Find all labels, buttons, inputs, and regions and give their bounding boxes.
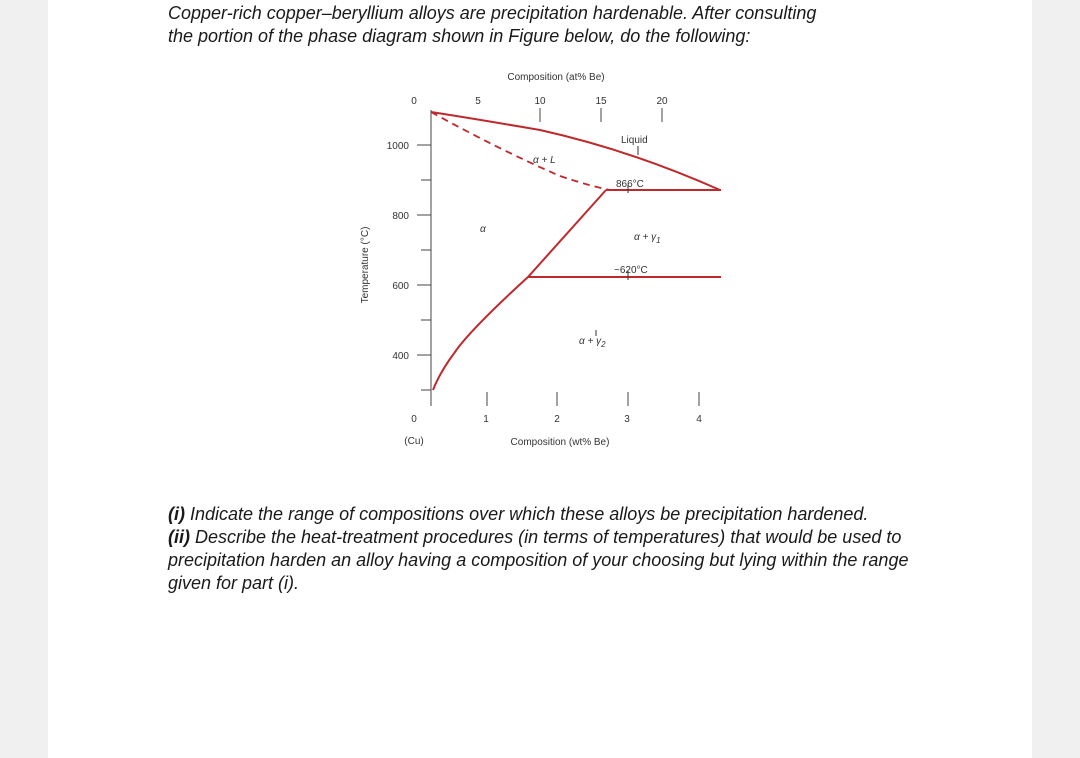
y-tick-label: 800	[392, 211, 409, 222]
question-1-text: Indicate the range of compositions over which these alloys be precipitation hardened.	[185, 504, 869, 524]
question-1-label: (i)	[168, 504, 185, 524]
alpha-gamma2-label	[579, 336, 606, 349]
alpha-plus-liquid-label: α + L	[533, 155, 556, 166]
liquid-label: Liquid	[621, 135, 648, 146]
y-tick-label: 400	[392, 351, 409, 362]
question-2	[168, 526, 928, 595]
bottom-tick-label: 3	[624, 414, 630, 425]
bottom-tick-label: 4	[696, 414, 702, 425]
question-2-label: (ii)	[168, 527, 190, 547]
bottom-axis-title: Composition (wt% Be)	[510, 437, 610, 448]
y-axis	[417, 110, 431, 392]
phase-boundaries	[431, 112, 721, 390]
liquidus-line	[431, 112, 720, 190]
top-axis-title: Composition (at% Be)	[507, 72, 605, 83]
alpha-gamma2-text: α + γ	[579, 336, 602, 347]
y-tick-label: 600	[392, 281, 409, 292]
alpha-gamma1-subscript: 1	[656, 236, 661, 245]
question-text	[168, 503, 928, 595]
question-2-text: Describe the heat-treatment procedures (in terms of temperatures) that would be used to precipitation harden an alloy having a composition of your choosing but lying within the range given for part (i).	[168, 527, 909, 593]
y-tick-label: 1000	[386, 141, 409, 152]
top-tick-label: 20	[656, 96, 668, 107]
alpha-gamma2-subscript: 2	[601, 340, 606, 349]
bottom-tick-label: 0	[411, 414, 417, 425]
intro-line-1: Copper-rich copper–beryllium alloys are precipitation hardenable. After consulting	[168, 3, 817, 23]
top-tick-label: 15	[595, 96, 607, 107]
top-axis-ticks	[540, 108, 662, 122]
bottom-axis-ticks	[431, 392, 699, 406]
alpha-gamma1-label	[634, 232, 661, 245]
top-tick-label: 5	[475, 96, 481, 107]
intro-line-2: the portion of the phase diagram shown in Figure below, do the following:	[168, 26, 751, 46]
bottom-tick-label: 2	[554, 414, 560, 425]
eutectoid-temp-label: ~620°C	[614, 265, 648, 276]
alpha-label: α	[480, 224, 486, 235]
top-tick-label: 10	[534, 96, 546, 107]
y-axis-title: Temperature (°C)	[360, 226, 371, 304]
alpha-gamma1-text: α + γ	[634, 232, 657, 243]
bottom-tick-label: 1	[483, 414, 489, 425]
top-tick-label: 0	[411, 96, 417, 107]
bottom-origin-label: (Cu)	[404, 436, 424, 447]
solvus-line	[433, 190, 606, 390]
solidus-dashed-line	[431, 112, 610, 190]
question-1	[168, 503, 928, 526]
eutectic-temp-label: 866°C	[616, 179, 644, 190]
